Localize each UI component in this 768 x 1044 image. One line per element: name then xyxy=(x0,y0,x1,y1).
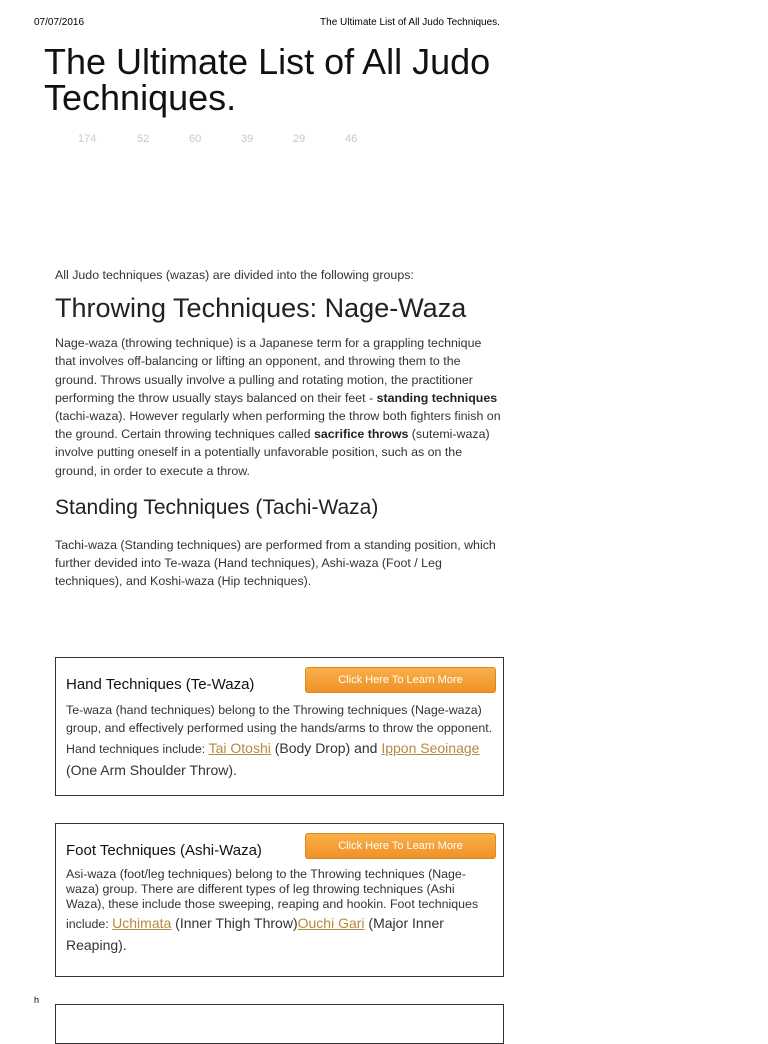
share-count[interactable]: 60 xyxy=(189,133,202,145)
box-title: Hand Techniques (Te-Waza) xyxy=(66,676,255,693)
article-content xyxy=(55,266,505,590)
page-title: The Ultimate List of All Judo Techniques. xyxy=(44,41,491,118)
box-description: Asi-waza (foot/leg techniques) belong to the Throwing techniques (Nage-waza) group. There are different types of leg throwing techniques (Ashi Waza), these include those sweeping, reaping and hookin. Foot techniques include: Uchimata (Inner Thigh Throw)Ouchi Gari (Major Inner Reaping). xyxy=(66,867,479,953)
share-count[interactable]: 174 xyxy=(78,133,97,145)
share-count[interactable]: 39 xyxy=(241,133,254,145)
share-count[interactable]: 52 xyxy=(137,133,150,145)
section-title: Throwing Techniques: Nage-Waza xyxy=(55,293,467,324)
tai-otoshi-link[interactable]: Tai Otoshi xyxy=(208,740,271,756)
tachi-waza-paragraph: Tachi-waza (Standing techniques) are performed from a standing position, which further devided into Te-waza (Hand techniques), Ashi-waza (Foot / Leg techniques), and Koshi-waza (Hip techniques). xyxy=(55,537,496,589)
hand-techniques-box xyxy=(55,657,504,796)
uchimata-link[interactable]: Uchimata xyxy=(112,915,172,931)
print-title: The Ultimate List of All Judo Techniques. xyxy=(320,17,500,28)
ouchi-gari-link[interactable]: Ouchi Gari xyxy=(297,915,365,931)
box-title: Foot Techniques (Ashi-Waza) xyxy=(66,842,262,859)
bold-term: standing techniques xyxy=(376,390,498,405)
next-techniques-box xyxy=(55,1004,504,1044)
learn-more-button[interactable]: Click Here To Learn More xyxy=(305,667,496,693)
share-count[interactable]: 46 xyxy=(345,133,358,145)
foot-techniques-box xyxy=(55,823,504,977)
share-count[interactable]: 29 xyxy=(293,133,306,145)
subsection-title: Standing Techniques (Tachi-Waza) xyxy=(55,495,379,519)
bold-term: sacrifice throws xyxy=(314,427,409,442)
footer-mark: h xyxy=(34,995,40,1005)
ippon-seoinage-link[interactable]: Ippon Seoinage xyxy=(381,740,480,756)
learn-more-button[interactable]: Click Here To Learn More xyxy=(305,833,496,859)
nage-waza-paragraph: Nage-waza (throwing technique) is a Japanese term for a grappling technique that involves off-balancing or lifting an opponent, and throwing them to the ground. Throws usually involve a pulling and rotating motion, the practitioner performing the throw usually stays balanced on their feet - standing techniques (tachi-waza). However regularly when performing the throw both fighters finish on the ground. Certain throwing techniques called sacrifice throws (sutemi-waza) involve putting oneself in a potentially unfavorable position, such as on the ground, in order to execute a throw. xyxy=(55,336,501,478)
intro-text: All Judo techniques (wazas) are divided into the following groups: xyxy=(55,268,414,282)
print-date: 07/07/2016 xyxy=(34,17,85,28)
box-description: Te-waza (hand techniques) belong to the Throwing techniques (Nage-waza) group, and effectively performed using the hands/arms to throw the opponent. Hand techniques include: Tai Otoshi (Body Drop) and Ippon Seoinage (One Arm Shoulder Throw). xyxy=(66,703,493,778)
